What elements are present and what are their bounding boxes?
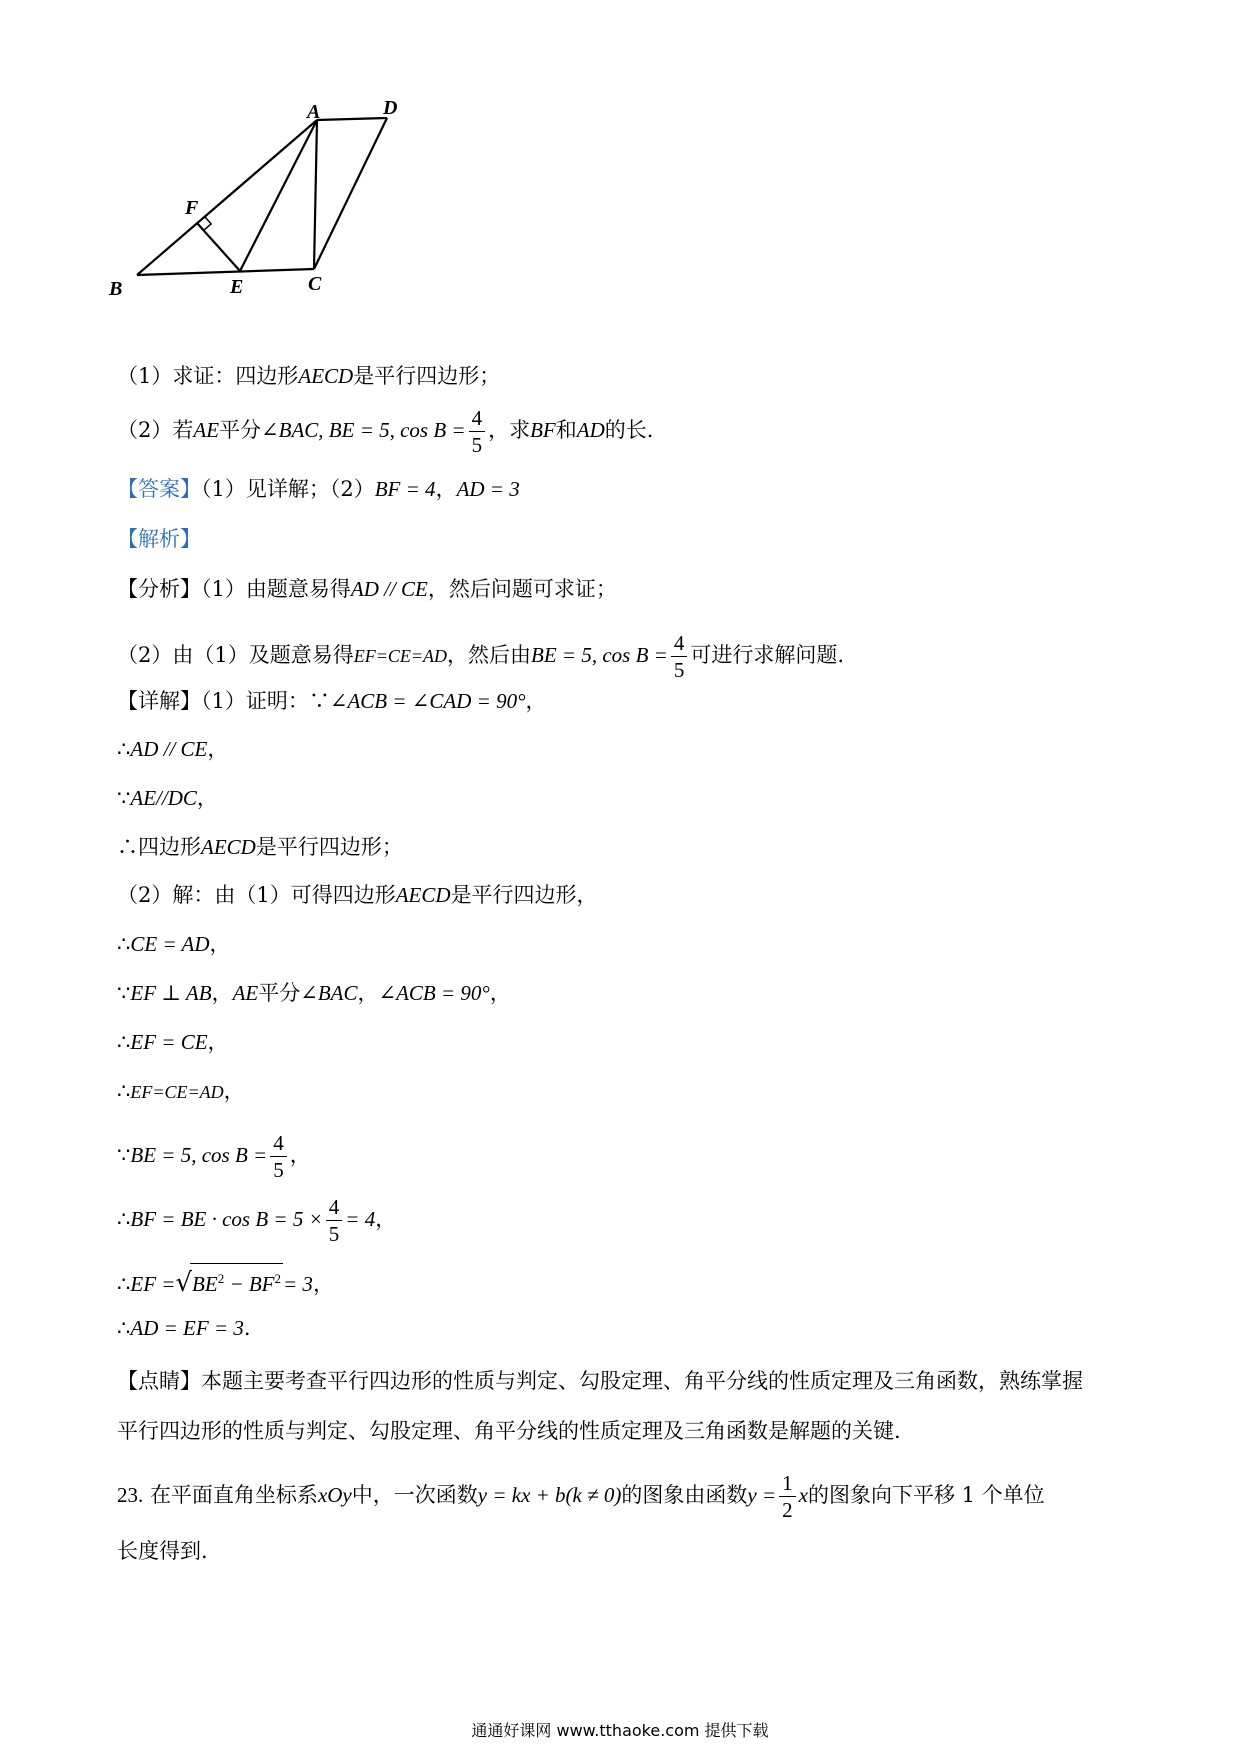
label-C: C (308, 273, 322, 295)
sqrt-radicand: $BE^2 - BF^2$ (190, 1263, 283, 1299)
question-23-line-2: 长度得到. (117, 1539, 208, 1563)
geometry-figure (109, 97, 477, 335)
segment-BC (137, 269, 314, 275)
segment-BA (137, 120, 317, 275)
fraction: $\frac{4}{5}$ (671, 630, 688, 683)
segment-AC (314, 120, 317, 269)
question-2: （2）若AE平分∠BAC, BE = 5, cos B = $\frac{4}{5}$ ，求BF和AD的长. (117, 406, 654, 457)
label-F: F (185, 197, 199, 219)
step-12: ∴AD = EF = 3. (117, 1316, 251, 1340)
label-A: A (307, 101, 321, 123)
label-B: B (109, 278, 123, 300)
step-4: （2）解：由（1）可得四边形AECD是平行四边形， (117, 883, 598, 907)
step-9: ∵BE = 5, cos B = $\frac{4}{5}$ ， (117, 1131, 311, 1182)
fraction: $\frac{4}{5}$ (270, 1130, 287, 1183)
step-3: ∴四边形AECD是平行四边形； (117, 835, 403, 859)
right-angle-mark (204, 217, 212, 231)
answer-tag: 【答案】 (117, 477, 201, 501)
page-footer: 通通好课网 www.tthaoke.com 提供下载 (471, 1721, 769, 1740)
question-1: （1）求证：四边形AECD是平行四边形； (117, 364, 501, 388)
segment-AE (240, 120, 317, 271)
fenxi-line: 【分析】（1）由题意易得AD // CE，然后问题可求证； (117, 577, 617, 601)
step-7: ∴EF = CE， (117, 1030, 229, 1054)
dianjing-line-2: 平行四边形的性质与判定、勾股定理、角平分线的性质定理及三角函数是解题的关键. (117, 1419, 901, 1443)
analysis-tag-line (117, 524, 201, 554)
label-E: E (230, 276, 244, 298)
step-1: ∴AD // CE， (117, 737, 229, 761)
fraction: $\frac{4}{5}$ (326, 1194, 343, 1247)
fenxi-line-2: （2）由（1）及题意易得EF=CE=AD，然后由BE = 5, cos B = $\frac{4}{5}$ 可进行求解问题. (117, 631, 845, 682)
fraction: $\frac{1}{2}$ (779, 1470, 796, 1523)
label-D: D (383, 97, 398, 119)
step-6: ∵EF ⊥ AB，AE平分∠BAC，∠ACB = 90°， (117, 981, 511, 1005)
sqrt-sign: √ (175, 1268, 193, 1298)
dianjing-line-1: 【点睛】本题主要考查平行四边形的性质与判定、勾股定理、角平分线的性质定理及三角函数，熟练掌握 (117, 1369, 1083, 1393)
question-23-line-1: 23. 在平面直角坐标系xOy中，一次函数y = kx + b(k ≠ 0)的图象由函数y = $\frac{1}{2}$ x的图象向下平移 1 个单位 (117, 1471, 1045, 1522)
step-2: ∵AE//DC， (117, 786, 218, 810)
step-5: ∴CE = AD， (117, 932, 231, 956)
answer-line: 【答案】（1）见详解；（2）BF = 4，AD = 3 (117, 477, 520, 501)
segment-AD (317, 118, 387, 120)
step-11: ∴EF $=√BE^2 - BF^2= 3$， (117, 1263, 334, 1299)
detail-line: 【详解】（1）证明：∵∠ACB = ∠CAD = 90°， (117, 689, 547, 713)
analysis-tag: 【解析】 (117, 527, 201, 551)
segment-DC (314, 118, 387, 269)
step-8: ∴EF=CE=AD， (117, 1079, 245, 1103)
step-10: ∴BF = BE · cos B = 5 × $\frac{4}{5}$ = 4， (117, 1195, 397, 1246)
fraction: $\frac{4}{5}$ (469, 405, 486, 458)
